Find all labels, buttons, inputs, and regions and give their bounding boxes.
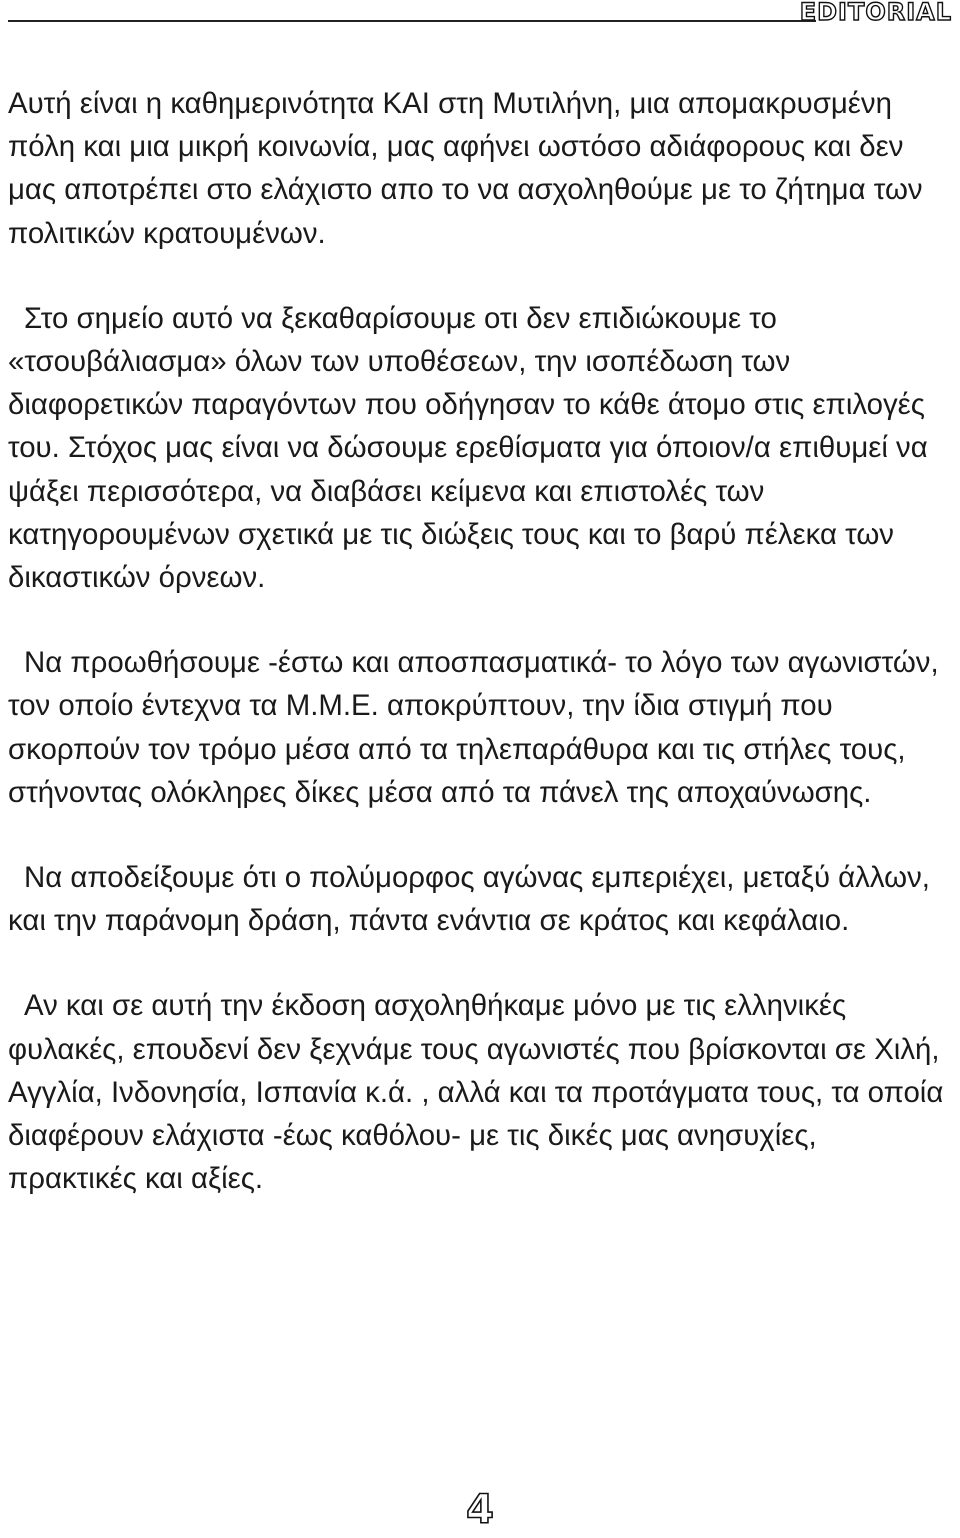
header-rule [8, 20, 816, 22]
paragraph-4: Να αποδείξουμε ότι ο πολύμορφος αγώνας εμπεριέχει, μεταξύ άλλων, και την παράνομη δράση, πάντα ενάντια σε κράτος και κεφάλαιο. [8, 861, 930, 938]
page-header [0, 0, 960, 32]
editorial-body [8, 82, 948, 1242]
paragraph-3: Να προωθήσουμε -έστω και αποσπασματικά- το λόγο των αγωνιστών, τον οποίο έντεχνα τα Μ.Μ.Ε. αποκρύπτουν, την ίδια στιγμή που σκορπούν τον τρόμο μέσα από τα τηλεπαράθυρα και τις στήλες τους, στήνοντας ολόκληρες δίκες μέσα από τα πάνελ της αποχαύνωσης. [8, 646, 939, 809]
page-number: 4 [466, 1487, 494, 1533]
paragraph-5: Αν και σε αυτή την έκδοση ασχοληθήκαμε μόνο με τις ελληνικές φυλακές, επουδενί δεν ξεχνάμε τους αγωνιστές που βρίσκονται σε Χιλή, Αγγλία, Ινδονησία, Ισπανία κ.ά. , αλλά και τα προτάγματα τους, τα οποία διαφέρουν ελάχιστα -έως καθόλου- με τις δικές μας ανησυχίες, πρακτικές και αξίες. [8, 989, 944, 1196]
section-label: EDITORIAL [799, 0, 952, 26]
paragraph-1: Αυτή είναι η καθημερινότητα ΚΑΙ στη Μυτιλήνη, μια απομακρυσμένη πόλη και μια μικρή κοινωνία, μας αφήνει ωστόσο αδιάφορους και δεν μας αποτρέπει στο ελάχιστο απο το να ασχοληθούμε με το ζήτημα των πολιτικών κρατουμένων. [8, 87, 923, 250]
paragraph-2: Στο σημείο αυτό να ξεκαθαρίσουμε οτι δεν επιδιώκουμε το «τσουβάλιασμα» όλων των υποθέσεων, την ισοπέδωση των διαφορετικών παραγόντων που οδήγησαν το κάθε άτομο στις επιλογές του. Στόχος μας είναι να δώσουμε ερεθίσματα για όποιον/α επιθυμεί να ψάξει περισσότερα, να διαβάσει κείμενα και επιστολές των κατηγορουμένων σχετικά με τις διώξεις τους και το βαρύ πέλεκα των δικαστικών όρνεων. [8, 301, 928, 595]
